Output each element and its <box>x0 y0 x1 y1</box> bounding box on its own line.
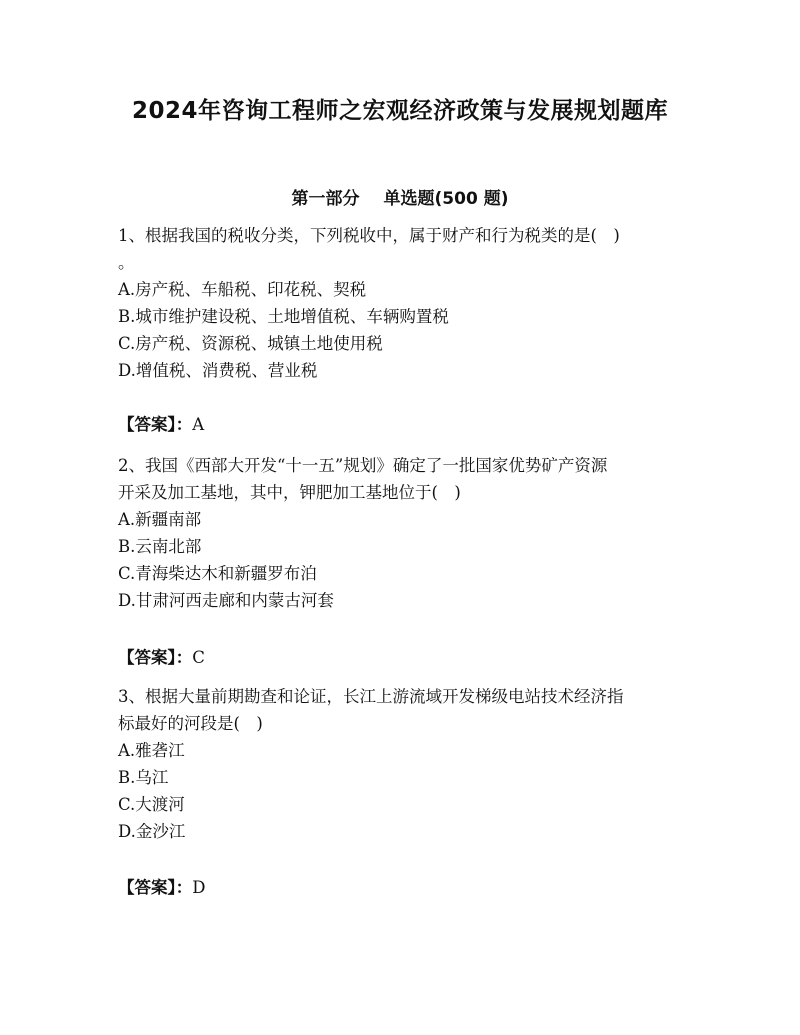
answer-3 <box>118 874 205 901</box>
answer-value: C <box>192 648 205 667</box>
answer-value: D <box>192 878 206 897</box>
question-stem-continued: 。 <box>118 253 135 272</box>
option-a: A.房产税、车船税、印花税、契税 <box>118 280 367 299</box>
answer-label: 【答案】： <box>118 878 193 897</box>
question-3 <box>118 683 684 845</box>
answer-1 <box>118 411 204 438</box>
question-stem-continued: 开采及加工基地，其中，钾肥加工基地位于( ) <box>118 483 461 502</box>
document-title: 2024年咨询工程师之宏观经济政策与发展规划题库 <box>131 98 668 124</box>
answer-2 <box>118 644 205 671</box>
option-a: A.新疆南部 <box>118 510 202 529</box>
option-d: D.甘肃河西走廊和内蒙古河套 <box>118 591 334 610</box>
question-1 <box>118 222 684 384</box>
answer-label: 【答案】： <box>118 415 193 434</box>
option-d: D.金沙江 <box>118 822 186 841</box>
question-stem-continued: 标最好的河段是( ) <box>118 714 263 733</box>
option-c: C.房产税、资源税、城镇土地使用税 <box>118 334 383 353</box>
option-b: B.城市维护建设税、土地增值税、车辆购置税 <box>118 307 449 326</box>
question-stem: 2、我国《西部大开发“十一五”规划》确定了一批国家优势矿产资源 <box>118 456 608 475</box>
section-type: 单选题(500 题) <box>383 189 509 209</box>
option-c: C.大渡河 <box>118 795 185 814</box>
question-stem: 1、根据我国的税收分类，下列税收中，属于财产和行为税类的是( ) <box>118 226 620 245</box>
option-d: D.增值税、消费税、营业税 <box>118 361 318 380</box>
question-2 <box>118 452 684 614</box>
option-b: B.云南北部 <box>118 537 202 556</box>
section-heading <box>0 184 800 209</box>
section-part: 第一部分 <box>291 189 360 209</box>
answer-value: A <box>192 415 205 434</box>
option-c: C.青海柴达木和新疆罗布泊 <box>118 564 317 583</box>
question-stem: 3、根据大量前期勘查和论证，长江上游流域开发梯级电站技术经济指 <box>118 687 624 706</box>
option-a: A.雅砻江 <box>118 741 185 760</box>
option-b: B.乌江 <box>118 768 169 787</box>
answer-label: 【答案】： <box>118 648 193 667</box>
